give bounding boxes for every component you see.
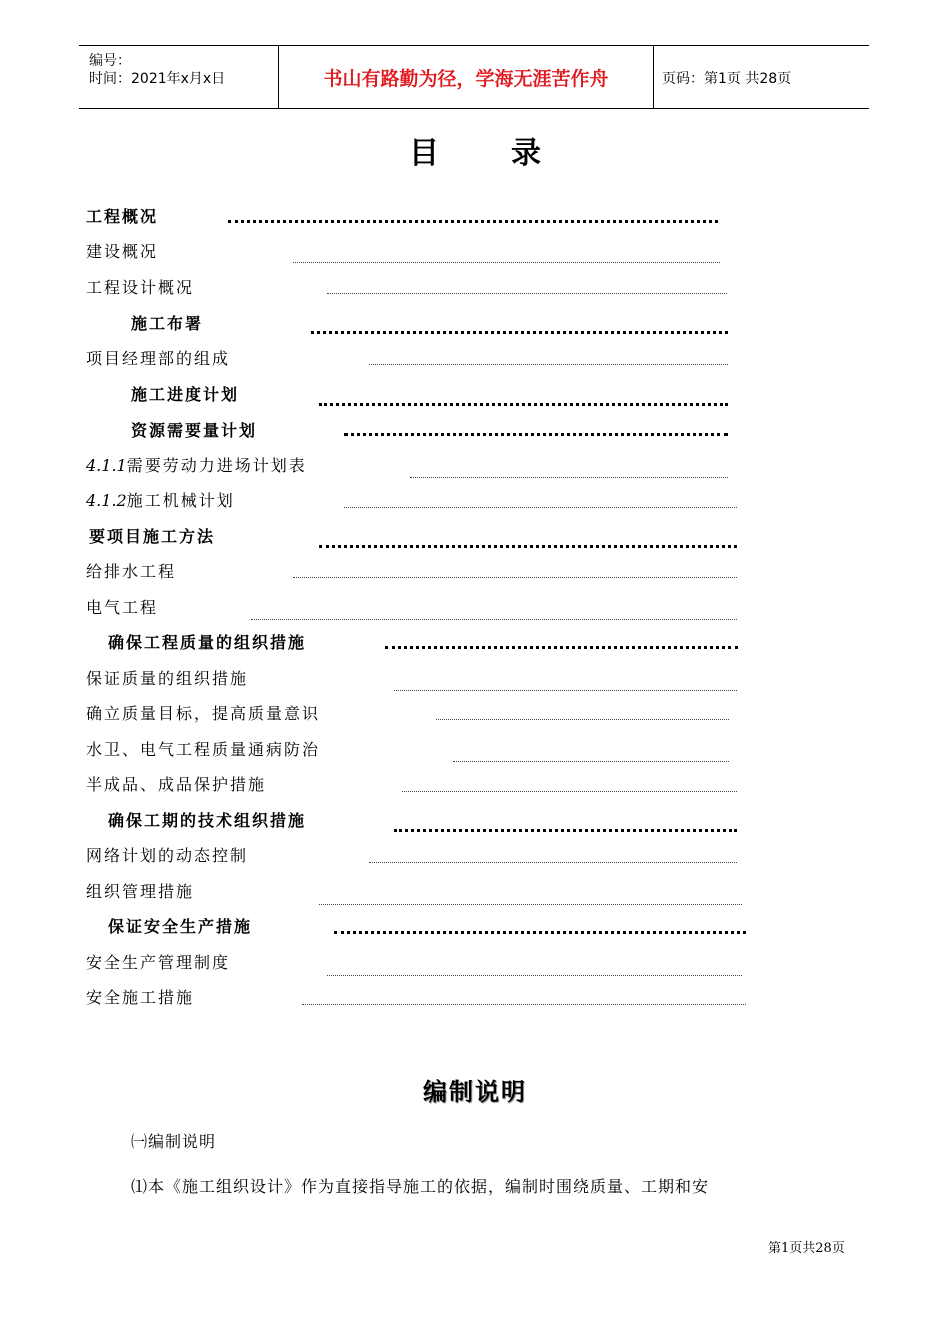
toc-entry[interactable] [0, 737, 950, 767]
toc-leader [394, 690, 737, 691]
toc-leader [344, 433, 728, 436]
toc-leader [369, 862, 737, 863]
toc-entry[interactable] [0, 275, 950, 305]
toc-entry-text: 工程概况 [86, 207, 159, 226]
toc-entry-text: 保证安全生产措施 [108, 917, 253, 936]
toc-entry-text: 安全生产管理制度 [86, 953, 231, 972]
toc-entry-text: 4.1.2施工机械计划 [86, 491, 235, 510]
toc-leader [251, 619, 737, 620]
toc-entry-text: 确立质量目标，提高质量意识 [86, 704, 321, 723]
toc-entry[interactable] [0, 239, 950, 269]
toc-entry[interactable] [0, 630, 950, 660]
toc-entry[interactable] [0, 524, 950, 554]
toc-leader [293, 262, 720, 263]
section-subheading: ㈠编制说明 [131, 1132, 217, 1151]
toc-leader [293, 577, 737, 578]
toc-entry[interactable] [0, 914, 950, 944]
toc-entry-text: 安全施工措施 [86, 988, 195, 1007]
toc-leader [385, 646, 738, 649]
toc-entry[interactable] [0, 701, 950, 731]
toc-leader [402, 791, 737, 792]
time-label: 时间：2021年x月x日 [89, 71, 226, 87]
toc-entry[interactable] [0, 772, 950, 802]
toc-entry-text: 确保工期的技术组织措施 [108, 811, 307, 830]
number-label: 编号： [89, 53, 131, 69]
toc-title: 目录 [409, 136, 613, 171]
section-paragraph: ⑴本《施工组织设计》作为直接指导施工的依据，编制时围绕质量、工期和安 [131, 1177, 710, 1196]
toc-entry-number: 4.1.1 [86, 456, 127, 475]
toc-leader [302, 1004, 746, 1005]
toc-leader [228, 220, 718, 223]
toc-entry-text: 施工布署 [131, 314, 204, 333]
toc-entry[interactable] [0, 346, 950, 376]
toc-entry-text: 半成品、成品保护措施 [86, 775, 267, 794]
section-title: 编制说明 [423, 1078, 527, 1106]
toc-leader [436, 719, 729, 720]
toc-entry[interactable] [0, 311, 950, 341]
toc-entry-text: 资源需要量计划 [131, 421, 258, 440]
toc-entry[interactable] [0, 559, 950, 589]
toc-leader [344, 507, 737, 508]
toc-leader [327, 975, 742, 976]
toc-entry[interactable] [0, 808, 950, 838]
toc-entry[interactable] [0, 488, 950, 518]
toc-leader [311, 331, 728, 334]
toc-entry-text: 项目经理部的组成 [86, 349, 231, 368]
toc-entry[interactable] [0, 453, 950, 483]
toc-entry[interactable] [0, 666, 950, 696]
toc-entry-text: 建设概况 [86, 242, 159, 261]
toc-entry-text: 组织管理措施 [86, 882, 195, 901]
toc-entry-text: 工程设计概况 [86, 278, 195, 297]
toc-leader [319, 545, 737, 548]
toc-leader [453, 761, 729, 762]
toc-entry[interactable] [0, 985, 950, 1015]
toc-entry[interactable] [0, 418, 950, 448]
toc-leader [410, 477, 728, 478]
toc-entry[interactable] [0, 595, 950, 625]
toc-leader [334, 931, 746, 934]
toc-entry-number: 4.1.2 [86, 491, 127, 510]
toc-entry-text: 施工进度计划 [131, 385, 240, 404]
toc-entry[interactable] [0, 204, 950, 234]
motto: 书山有路勤为径，学海无涯苦作舟 [323, 68, 609, 90]
toc-leader [394, 829, 737, 832]
toc-leader [319, 904, 742, 905]
toc-entry-text: 网络计划的动态控制 [86, 846, 249, 865]
toc-entry-text: 水卫、电气工程质量通病防治 [86, 740, 321, 759]
toc-entry[interactable] [0, 879, 950, 909]
toc-leader [327, 293, 727, 294]
page-indicator: 页码：第1页 共28页 [662, 71, 792, 87]
toc-entry-text: 给排水工程 [86, 562, 177, 581]
toc-entry[interactable] [0, 843, 950, 873]
toc-entry-text: 确保工程质量的组织措施 [108, 633, 307, 652]
toc-entry[interactable] [0, 382, 950, 412]
toc-entry-text: 保证质量的组织措施 [86, 669, 249, 688]
toc-leader [369, 364, 728, 365]
toc-entry-text: 要项目施工方法 [89, 527, 216, 546]
toc-entry-text: 4.1.1需要劳动力进场计划表 [86, 456, 307, 475]
toc-entry-text: 电气工程 [86, 598, 159, 617]
toc-leader [319, 403, 728, 406]
toc-entry[interactable] [0, 950, 950, 980]
page-footer: 第1页共28页 [768, 1241, 845, 1256]
